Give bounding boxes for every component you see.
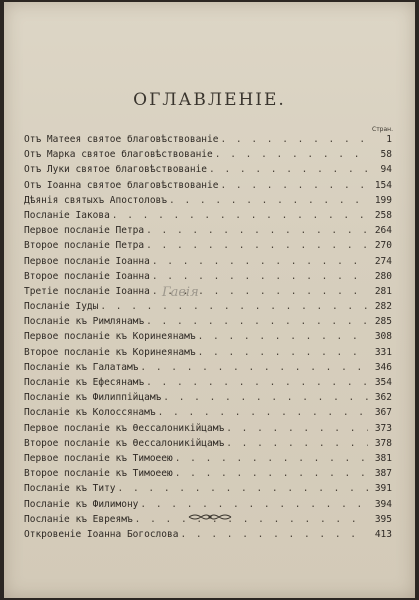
toc-entry-title: Отъ Іоанна святое благовѣствованіе [24, 179, 219, 191]
toc-entry-page: 282 [374, 301, 392, 313]
dot-leader [215, 149, 368, 160]
dot-leader [175, 453, 368, 464]
toc-entry-page: 413 [374, 528, 392, 540]
toc-entry-page: 391 [374, 483, 392, 495]
toc-entry [24, 195, 392, 210]
toc-entry-page: 395 [374, 513, 392, 525]
toc-entry-title: Первое посланіе Іоанна [24, 255, 150, 267]
toc-entry [24, 225, 392, 240]
dot-leader [220, 180, 368, 191]
toc-entry-title: Отъ Марка святое благовѣствованіе [24, 149, 213, 161]
dot-leader [152, 256, 368, 267]
toc-entry-title: Посланіе къ Евреямъ [24, 513, 133, 525]
toc-entry-page: 270 [374, 240, 392, 252]
toc-entry [24, 256, 392, 271]
dot-leader [118, 483, 368, 494]
toc-entry-page: 367 [374, 407, 392, 419]
toc-entry-page: 199 [374, 194, 392, 206]
toc-entry [24, 180, 392, 195]
dot-leader [152, 271, 368, 282]
toc-entry [24, 271, 392, 286]
dot-leader [158, 407, 368, 418]
pencil-annotation: Гавія [162, 285, 199, 300]
toc-entry-title: Первое посланіе Петра [24, 225, 145, 237]
toc-entry-title: Отъ Матеея святое благовѣствованіе [24, 134, 219, 145]
toc-entry-page: 285 [374, 316, 392, 328]
table-of-contents [24, 134, 392, 544]
dot-leader [146, 316, 368, 327]
toc-entry-title: Откровеніе Іоанна Богослова [24, 528, 179, 540]
toc-entry-title: Второе посланіе Петра [24, 240, 145, 252]
page-column-header: Стран. [372, 126, 393, 133]
toc-entry [24, 438, 392, 453]
toc-entry-title: Дѣянія святыхъ Апостоловъ [24, 194, 167, 206]
toc-entry [24, 301, 392, 316]
toc-entry-title: Второе посланіе къ Өессалоникійцамъ [24, 437, 225, 449]
dot-leader [146, 240, 368, 251]
toc-entry-page: 281 [374, 285, 392, 297]
toc-entry-page: 1 [386, 134, 392, 145]
toc-entry [24, 164, 392, 179]
dot-leader [226, 423, 368, 434]
toc-entry-page: 258 [374, 209, 392, 221]
toc-entry [24, 453, 392, 468]
toc-entry [24, 423, 392, 438]
toc-entry-page: 94 [380, 164, 392, 176]
page-title: ОГЛАВЛЕНІЕ. [133, 90, 286, 110]
dot-leader [169, 195, 368, 206]
dot-leader [163, 392, 368, 403]
toc-entry [24, 331, 392, 346]
dot-leader [198, 331, 368, 342]
toc-entry-title: Отъ Луки святое благовѣствованіе [24, 164, 208, 176]
toc-entry [24, 316, 392, 331]
toc-entry-page: 346 [374, 361, 392, 373]
toc-entry-title: Второе посланіе къ Коринеянамъ [24, 346, 196, 358]
toc-entry-page: 264 [374, 225, 392, 237]
toc-entry-page: 354 [374, 377, 392, 388]
toc-entry-page: 331 [374, 346, 392, 358]
toc-entry-title: Первое посланіе къ Коринеянамъ [24, 331, 196, 343]
toc-entry [24, 362, 392, 377]
toc-entry-title: Посланіе къ Филимону [24, 498, 139, 510]
toc-entry-page: 280 [374, 270, 392, 282]
dot-leader [198, 347, 368, 358]
dot-leader [180, 529, 368, 540]
toc-entry-title: Посланіе Іакова [24, 209, 110, 221]
dot-leader [112, 210, 368, 221]
toc-entry [24, 377, 392, 392]
toc-entry [24, 347, 392, 362]
toc-entry [24, 483, 392, 498]
ornament-divider-icon [187, 512, 233, 522]
toc-entry-page: 362 [374, 392, 392, 404]
toc-entry-title: Посланіе къ Галатамъ [24, 361, 139, 373]
toc-entry-title: Посланіе къ Титу [24, 483, 116, 495]
toc-entry-title: Посланіе къ Филиппійцамъ [24, 392, 162, 404]
toc-entry-page: 58 [380, 149, 392, 161]
toc-entry-page: 154 [374, 179, 392, 191]
dot-leader [220, 134, 368, 145]
toc-entry [24, 134, 392, 149]
dot-leader [135, 514, 368, 525]
book-page [4, 2, 415, 598]
toc-entry-page: 387 [374, 468, 392, 480]
toc-entry-page: 274 [374, 255, 392, 267]
toc-entry [24, 529, 392, 544]
toc-entry-title: Первое посланіе къ Өессалоникійцамъ [24, 422, 225, 434]
toc-entry-page: 308 [374, 331, 392, 343]
toc-entry-title: Третіе посланіе Іоанна [24, 285, 150, 297]
toc-entry-title: Посланіе Іуды [24, 301, 99, 313]
dot-leader [226, 438, 368, 449]
dot-leader [209, 164, 368, 175]
toc-entry [24, 407, 392, 422]
toc-entry-title: Первое посланіе къ Тимоеею [24, 452, 173, 464]
dot-leader [175, 468, 368, 479]
toc-entry-page: 381 [374, 452, 392, 464]
toc-entry-title: Посланіе къ Ефесянамъ [24, 377, 145, 388]
toc-entry-title: Второе посланіе къ Тимоеею [24, 468, 173, 480]
dot-leader [146, 225, 368, 236]
toc-entry [24, 392, 392, 407]
toc-entry [24, 149, 392, 164]
toc-entry-page: 394 [374, 498, 392, 510]
toc-entry-title: Посланіе къ Колоссянамъ [24, 407, 156, 419]
toc-entry [24, 240, 392, 255]
toc-entry-page: 378 [374, 437, 392, 449]
toc-entry [24, 210, 392, 225]
dot-leader [140, 499, 368, 510]
toc-entry [24, 468, 392, 483]
dot-leader [100, 301, 368, 312]
dot-leader [146, 377, 368, 388]
toc-entry [24, 286, 392, 301]
toc-entry-page: 373 [374, 422, 392, 434]
toc-entry-title: Посланіе къ Римлянамъ [24, 316, 145, 328]
dot-leader [140, 362, 368, 373]
toc-entry-title: Второе посланіе Іоанна [24, 270, 150, 282]
